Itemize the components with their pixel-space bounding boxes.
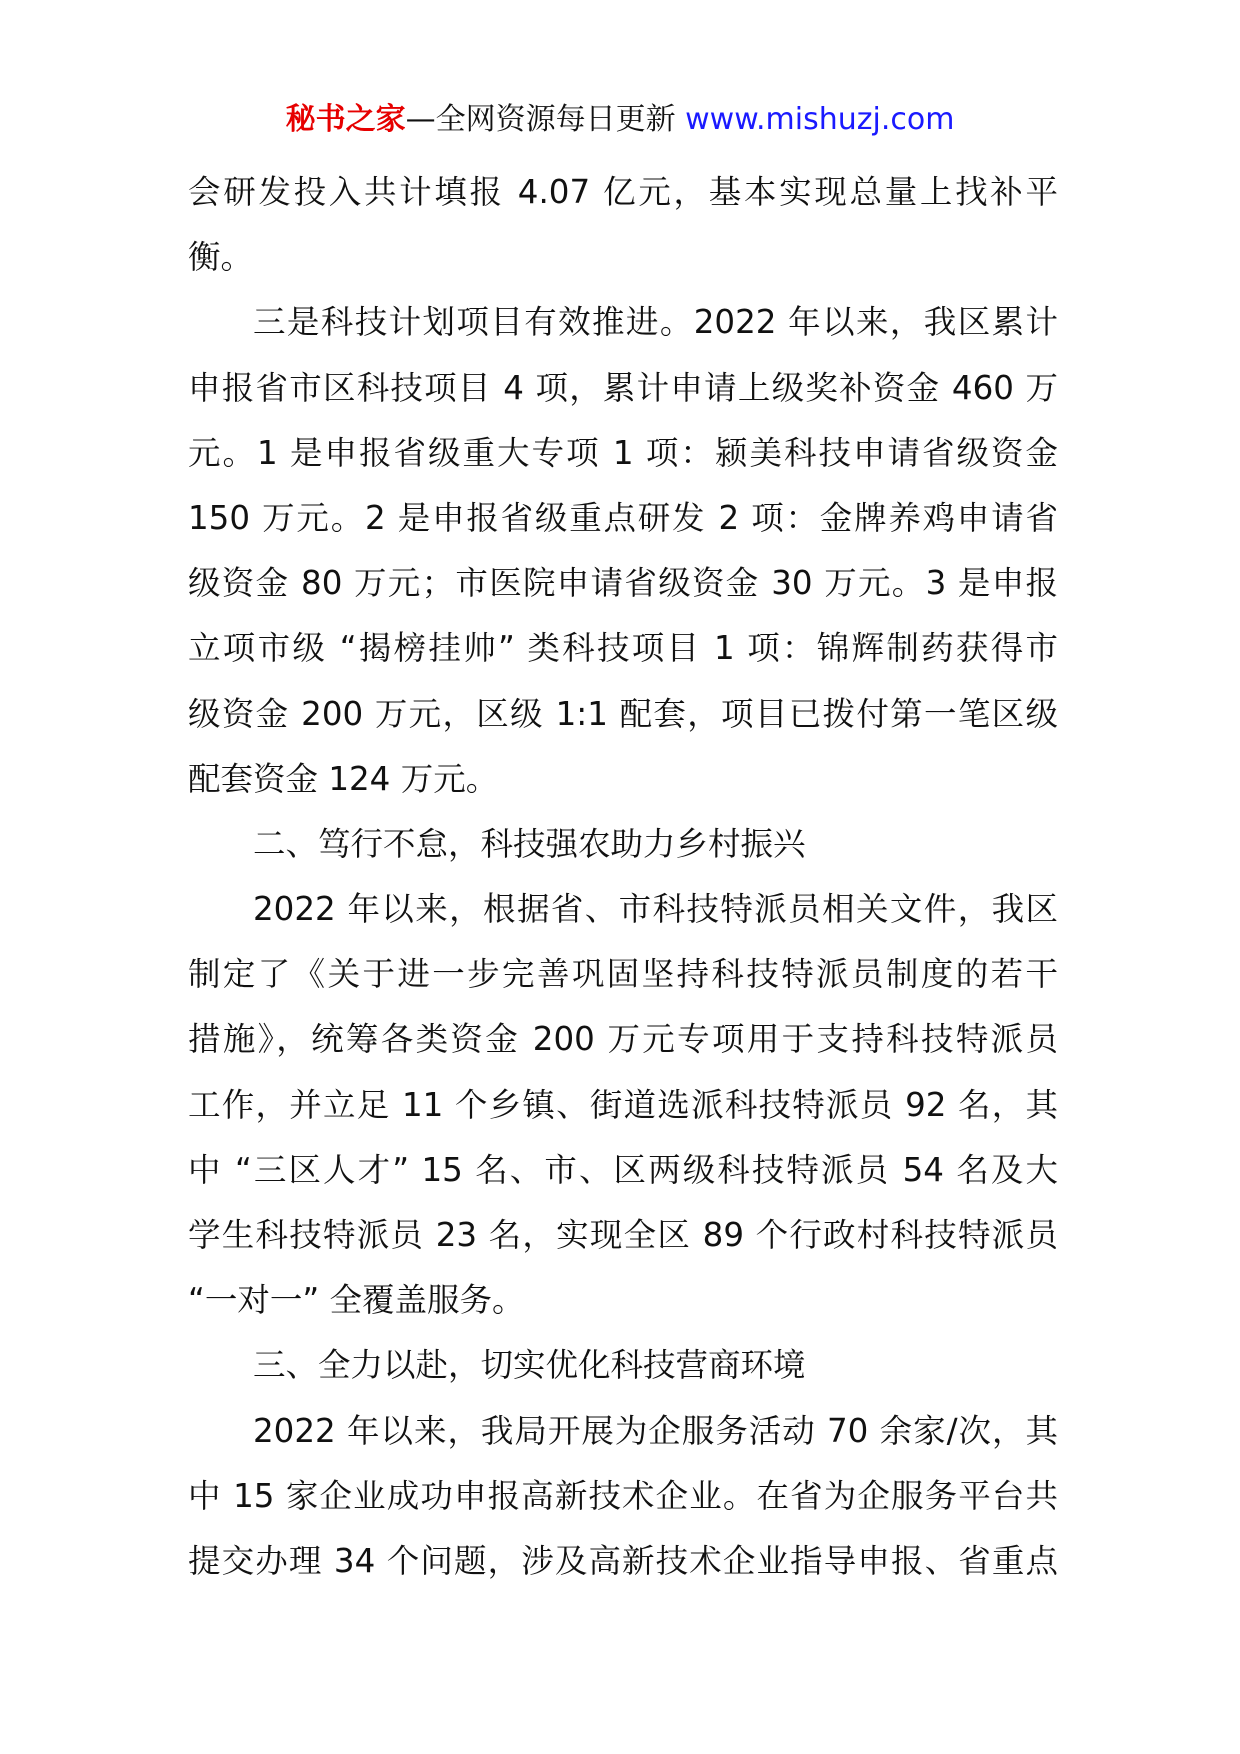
website-link[interactable]: www.mishuzj.com (685, 102, 955, 137)
text-line: 制定了《关于进一步完善巩固坚持科技特派员制度的若干 (188, 955, 1058, 994)
text-line: 中 “三区人才” 15 名、市、区两级科技特派员 54 名及大 (188, 1150, 1058, 1189)
text-line: 二、笃行不怠，科技强农助力乡村振兴 (253, 824, 806, 863)
text-line: 学生科技特派员 23 名，实现全区 89 个行政村科技特派员 (188, 1216, 1058, 1254)
text-line: 2022 年以来，我局开展为企服务活动 70 余家/次，其 (253, 1411, 1058, 1450)
text-line: 措施》，统筹各类资金 200 万元专项用于支持科技特派员 (188, 1020, 1058, 1059)
page-header (0, 100, 1240, 140)
document-body (188, 160, 1058, 1594)
text-line: 提交办理 34 个问题，涉及高新技术企业指导申报、省重点 (188, 1541, 1058, 1580)
text-line: “一对一” 全覆盖服务。 (188, 1281, 525, 1320)
text-line: 级资金 200 万元，区级 1:1 配套，项目已拨付第一笔区级 (188, 694, 1058, 733)
text-line: 配套资金 124 万元。 (188, 759, 499, 798)
text-line: 衡。 (188, 238, 254, 277)
text-line: 三是科技计划项目有效推进。2022 年以来，我区累计 (253, 303, 1058, 342)
text-line: 工作，并立足 11 个乡镇、街道选派科技特派员 92 名，其 (188, 1085, 1058, 1124)
text-line: 申报省市区科技项目 4 项，累计申请上级奖补资金 460 万 (188, 368, 1058, 407)
text-line: 2022 年以来，根据省、市科技特派员相关文件，我区 (253, 890, 1058, 929)
text-line: 元。1 是申报省级重大专项 1 项：颍美科技申请省级资金 (188, 433, 1058, 472)
text-line: 150 万元。2 是申报省级重点研发 2 项：金牌养鸡申请省 (188, 498, 1058, 537)
text-line: 级资金 80 万元；市医院申请省级资金 30 万元。3 是申报 (188, 564, 1058, 603)
text-line: 三、全力以赴，切实优化科技营商环境 (253, 1346, 806, 1385)
brand-name: 秘书之家 (285, 102, 406, 137)
header-tagline: —全网资源每日更新 (405, 102, 686, 137)
text-line: 中 15 家企业成功申报高新技术企业。在省为企服务平台共 (188, 1476, 1058, 1515)
text-line: 会研发投入共计填报 4.07 亿元，基本实现总量上找补平 (188, 173, 1058, 211)
text-line: 立项市级 “揭榜挂帅” 类科技项目 1 项：锦辉制药获得市 (188, 629, 1058, 668)
